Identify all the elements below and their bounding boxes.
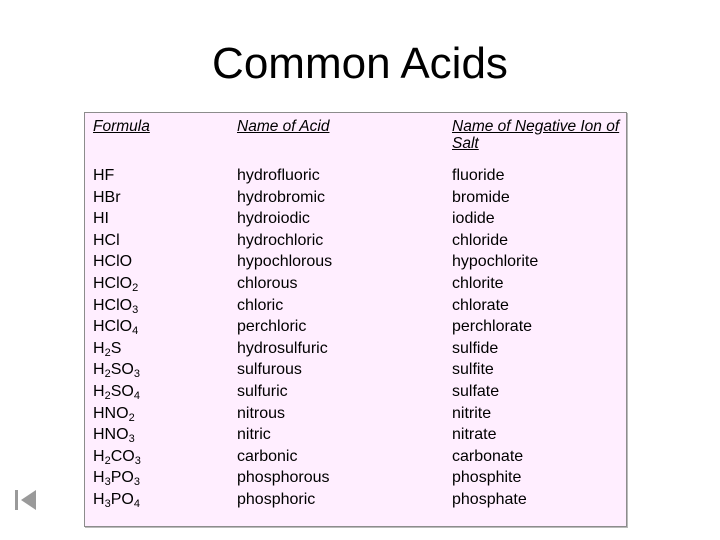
table-row — [85, 489, 626, 511]
formula-cell — [93, 316, 138, 338]
formula-part: H — [93, 339, 105, 357]
formula-part: HClO — [93, 296, 133, 314]
ion-name-cell: sulfate — [452, 382, 500, 400]
table-row — [85, 403, 626, 425]
formula-part: H — [93, 447, 105, 465]
table-row — [85, 359, 626, 381]
acid-name-cell: chlorous — [237, 274, 298, 292]
formula-subscript: 4 — [133, 497, 140, 510]
formula-cell — [93, 338, 121, 360]
table-row — [85, 446, 626, 468]
table-row — [85, 295, 626, 317]
formula-part: SO — [110, 382, 134, 400]
table-row — [85, 467, 626, 489]
ion-name-cell: fluoride — [452, 167, 505, 184]
formula-part: H — [93, 382, 105, 400]
table-row — [85, 338, 626, 360]
header-acid-name: Name of Acid — [237, 118, 330, 135]
formula-subscript: 2 — [128, 411, 135, 424]
formula-subscript: 3 — [133, 476, 140, 489]
formula-cell — [93, 381, 140, 403]
ion-name-cell: phosphate — [452, 490, 527, 508]
header-formula: Formula — [93, 118, 150, 135]
formula-cell — [93, 273, 138, 295]
acid-name-cell: phosphorous — [237, 469, 330, 487]
ion-name-cell: sulfide — [452, 339, 499, 357]
formula-part: S — [110, 339, 122, 357]
table-row — [85, 230, 626, 252]
formula-cell — [93, 489, 140, 511]
ion-name-cell: chlorate — [452, 296, 509, 314]
formula-subscript: 2 — [104, 454, 111, 467]
table-row — [85, 381, 626, 403]
acid-name-cell: hypochlorous — [237, 253, 333, 271]
ion-name-cell: chloride — [452, 231, 509, 249]
formula-part: HBr — [93, 188, 121, 206]
acid-name-cell: nitrous — [237, 404, 286, 422]
formula-subscript: 3 — [104, 497, 111, 510]
ion-name-cell: hypochlorite — [452, 253, 539, 271]
acid-name-cell: sulfuric — [237, 382, 288, 400]
formula-cell — [93, 424, 135, 446]
formula-subscript: 3 — [132, 303, 139, 316]
formula-part: SO — [110, 361, 134, 379]
formula-part: HClO — [93, 318, 133, 336]
table-row — [85, 316, 626, 338]
header-ion-name: Name of Negative Ion of Salt — [452, 118, 620, 152]
formula-cell — [93, 446, 141, 468]
formula-subscript: 2 — [132, 281, 139, 294]
ion-name-cell: bromide — [452, 188, 510, 206]
table-row — [85, 187, 626, 209]
formula-part: HClO — [93, 253, 133, 271]
page-title: Common Acids — [212, 39, 508, 88]
formula-subscript: 2 — [104, 346, 111, 359]
ion-name-cell: sulfite — [452, 361, 494, 379]
table-header — [85, 118, 626, 158]
formula-subscript: 3 — [104, 476, 111, 489]
formula-subscript: 4 — [132, 325, 139, 338]
acid-name-cell: chloric — [237, 296, 284, 314]
acid-name-cell: hydroiodic — [237, 210, 310, 228]
table-row — [85, 424, 626, 446]
formula-part: HNO — [93, 426, 129, 444]
formula-part: H — [93, 361, 105, 379]
ion-name-cell: perchlorate — [452, 318, 533, 336]
formula-cell — [93, 208, 109, 230]
acids-table — [84, 112, 627, 527]
formula-cell — [93, 359, 140, 381]
formula-cell — [93, 165, 114, 187]
formula-part: H — [93, 490, 105, 508]
formula-subscript: 2 — [104, 368, 111, 381]
acid-name-cell: hydrofluoric — [237, 167, 320, 184]
acid-name-cell: hydrosulfuric — [237, 339, 328, 357]
ion-name-cell: nitrite — [452, 404, 492, 422]
table-body — [85, 165, 626, 511]
table-row — [85, 273, 626, 295]
formula-part: PO — [110, 490, 134, 508]
formula-cell — [93, 403, 135, 425]
formula-subscript: 3 — [134, 454, 141, 467]
formula-cell — [93, 251, 132, 273]
formula-part: CO — [110, 447, 135, 465]
formula-part: HClO — [93, 274, 133, 292]
formula-part: HNO — [93, 404, 129, 422]
formula-cell — [93, 295, 138, 317]
first-slide-button[interactable] — [14, 489, 38, 511]
ion-name-cell: iodide — [452, 210, 495, 228]
formula-part: H — [93, 469, 105, 487]
table-row — [85, 165, 626, 187]
formula-subscript: 4 — [133, 389, 140, 402]
ion-name-cell: phosphite — [452, 469, 522, 487]
formula-subscript: 3 — [128, 433, 135, 446]
table-row — [85, 208, 626, 230]
first-slide-icon — [14, 489, 38, 511]
ion-name-cell: nitrate — [452, 426, 497, 444]
acid-name-cell: nitric — [237, 426, 271, 444]
formula-cell — [93, 467, 140, 489]
formula-cell — [93, 187, 121, 209]
formula-cell — [93, 230, 120, 252]
table-row — [85, 251, 626, 273]
formula-subscript: 2 — [104, 389, 111, 402]
formula-part: HI — [93, 210, 109, 228]
acid-name-cell: hydrobromic — [237, 188, 326, 206]
ion-name-cell: chlorite — [452, 274, 504, 292]
formula-subscript: 3 — [133, 368, 140, 381]
acid-name-cell: sulfurous — [237, 361, 302, 379]
acid-name-cell: perchloric — [237, 318, 307, 336]
formula-part: HCl — [93, 231, 120, 249]
formula-part: PO — [110, 469, 134, 487]
acid-name-cell: phosphoric — [237, 490, 316, 508]
acid-name-cell: carbonic — [237, 447, 298, 465]
formula-part: HF — [93, 167, 115, 184]
acid-name-cell: hydrochloric — [237, 231, 324, 249]
ion-name-cell: carbonate — [452, 447, 524, 465]
